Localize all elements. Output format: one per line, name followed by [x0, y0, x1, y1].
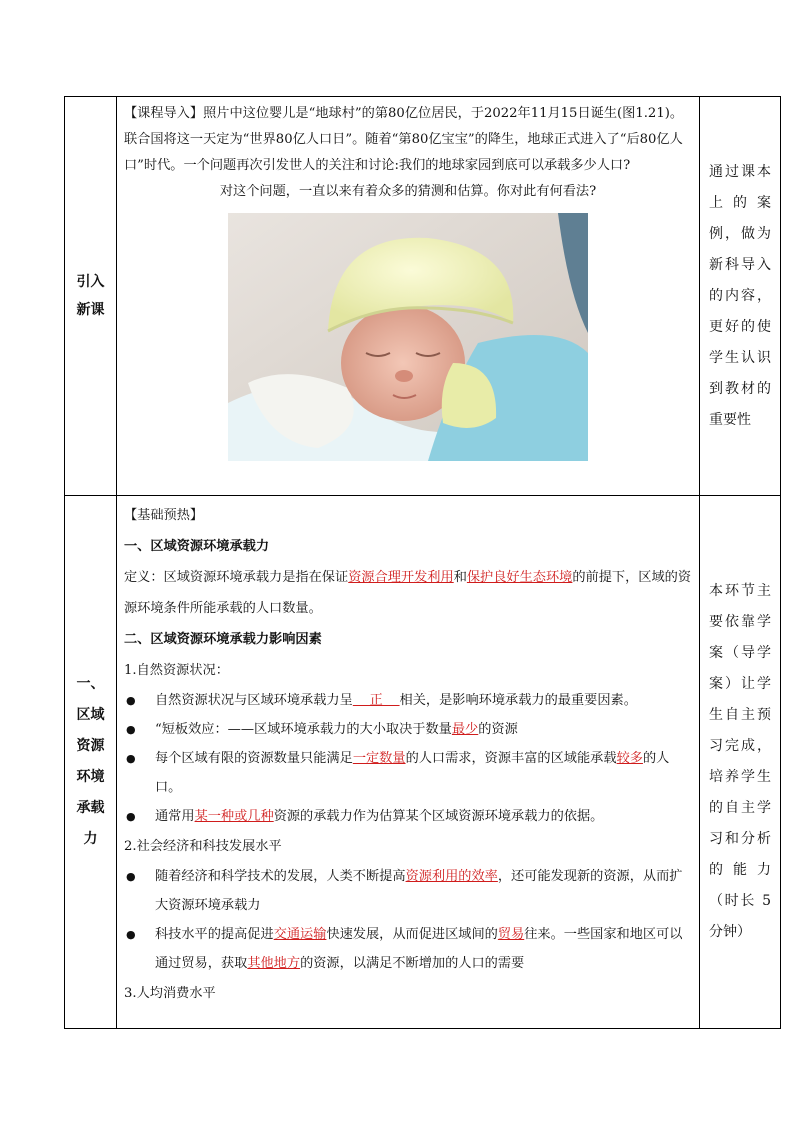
- intro-label-line1: 引入: [76, 274, 105, 290]
- answer-blank: 资源合理开发利用: [348, 570, 454, 585]
- section1-note-cell: [700, 496, 781, 1029]
- section1-note-line: 案）让学: [709, 676, 771, 692]
- answer-blank: 正: [352, 693, 400, 708]
- intro-tag: 【课程导入】: [124, 106, 204, 121]
- section1-label-line: 环境: [76, 769, 105, 785]
- intro-paragraph: [124, 101, 692, 179]
- intro-note-line: 更好的使: [709, 318, 771, 335]
- section1-label-line: 一、: [76, 676, 105, 692]
- intro-row: [65, 97, 781, 496]
- section1-note-line: 培养学生: [709, 769, 771, 785]
- intro-label-line2: 新课: [76, 302, 105, 318]
- answer-blank: 贸易: [497, 927, 525, 942]
- item-text: 往来。一些国家和地区可以通过贸易，获取: [155, 927, 683, 971]
- intro-label-cell: [65, 97, 117, 496]
- section1-label-line: 资源: [76, 738, 105, 754]
- item-text: 自然资源状况与区域环境承载力呈: [155, 693, 353, 708]
- section1-content-cell: [117, 496, 700, 1029]
- item-text: 资源的承载力作为估算某个区域资源环境承载力的依据。: [273, 809, 604, 824]
- section1-note-line: 习完成，: [709, 738, 771, 754]
- list-item: [124, 744, 692, 802]
- intro-note-line: 到教材的: [709, 380, 771, 397]
- item-text: 的人口需求，资源丰富的区域能承载: [405, 751, 617, 766]
- section1-label-line: 区域: [76, 707, 105, 723]
- answer-blank: 保护良好生态环境: [466, 570, 573, 585]
- item-text: 的资源，以满足不断增加的人口的需要: [300, 956, 525, 971]
- intro-content-cell: [117, 97, 700, 496]
- answer-blank: 较多: [616, 751, 643, 766]
- intro-text: 照片中这位婴儿是“地球村”的第80亿位居民，于2022年11月15日诞生(图1.21)。联合国将这一天定为“世界80亿人口日”。随着“第80亿宝宝”的降生，地球正式进入了“后80亿人口”时代。一个问题再次引发世人的关注和讨论:我们的地球家园到底可以承载多少人口?: [124, 106, 684, 173]
- section1-note-line: 本环节主: [709, 583, 771, 599]
- section1-note-line: 案（导学: [709, 645, 771, 661]
- item-text: 科技水平的提高促进: [155, 927, 274, 942]
- item-text: 的资源: [478, 722, 518, 737]
- factor-economy-technology: 2.社会经济和科技发展水平: [124, 839, 282, 854]
- factor-natural-resources: 1.自然资源状况：: [124, 663, 229, 678]
- answer-blank: 某一种或几种: [194, 809, 274, 824]
- intro-note-line: 新科导入: [709, 256, 771, 273]
- intro-note-line: 通过课本: [709, 163, 771, 180]
- intro-question: 对这个问题，一直以来有着众多的猜测和估算。你对此有何看法?: [219, 184, 597, 199]
- item-text: 每个区域有限的资源数量只能满足: [155, 751, 353, 766]
- section1-row: [65, 496, 781, 1029]
- section1-label-cell: [65, 496, 117, 1029]
- definition-paragraph: [124, 562, 692, 624]
- answer-blank: 其他地方: [247, 956, 301, 971]
- intro-note-line: 上的案: [709, 194, 771, 211]
- intro-note-line: 例，做为: [709, 225, 771, 242]
- intro-note-line: 学生认识: [709, 349, 771, 366]
- item-text: 相关，是影响环境承载力的最重要因素。: [399, 693, 637, 708]
- item-text: ，还可能发现新的资源，从而扩大资源环境承载力: [155, 869, 683, 913]
- baby-photo: [228, 213, 588, 461]
- bullet-list-natural: [124, 686, 692, 831]
- section1-note-line: 的自主学: [709, 800, 771, 816]
- answer-blank: 资源利用的效率: [405, 869, 498, 884]
- list-item: [124, 802, 692, 831]
- heading-carrying-capacity: 一、区域资源环境承载力: [124, 539, 270, 554]
- list-item: [124, 686, 692, 715]
- item-text: 的人口。: [155, 751, 670, 795]
- answer-blank: 最少: [451, 722, 479, 737]
- answer-blank: 交通运输: [273, 927, 327, 942]
- section1-label-line: 力: [83, 831, 98, 847]
- item-text: “短板效应：——区域环境承载力的大小取决于数量: [155, 722, 452, 737]
- intro-note-line: 的内容，: [709, 287, 771, 304]
- bullet-list-economy: [124, 862, 692, 978]
- item-text: 通常用: [155, 809, 195, 824]
- list-item: [124, 862, 692, 920]
- definition-text: 的前提下，区域的资源环境条件所能承载的人口数量。: [124, 570, 692, 616]
- section1-note-line: 生自主预: [709, 707, 771, 723]
- answer-blank: 一定数量: [352, 751, 406, 766]
- list-item: [124, 920, 692, 978]
- section1-note-line: （时长 5: [709, 893, 771, 909]
- lesson-plan-table: [64, 96, 781, 1029]
- factor-consumption: 3.人均消费水平: [124, 986, 216, 1001]
- intro-note-cell: [700, 97, 781, 496]
- section1-note-line: 要依靠学: [709, 614, 771, 630]
- section1-note-line: 分钟）: [709, 924, 751, 940]
- preview-tag: 【基础预热】: [124, 508, 204, 523]
- heading-factors: 二、区域资源环境承载力影响因素: [124, 632, 322, 647]
- list-item: [124, 715, 692, 744]
- section1-note-line: 习和分析: [709, 831, 771, 847]
- definition-text: 定义：区域资源环境承载力是指在保证: [124, 570, 349, 585]
- section1-label-line: 承载: [76, 800, 105, 816]
- section1-note-line: 的 能 力: [709, 862, 771, 878]
- definition-text: 和: [453, 570, 467, 585]
- intro-note-line: 重要性: [709, 411, 751, 428]
- item-text: 随着经济和科学技术的发展，人类不断提高: [155, 869, 406, 884]
- item-text: 快速发展，从而促进区域间的: [326, 927, 498, 942]
